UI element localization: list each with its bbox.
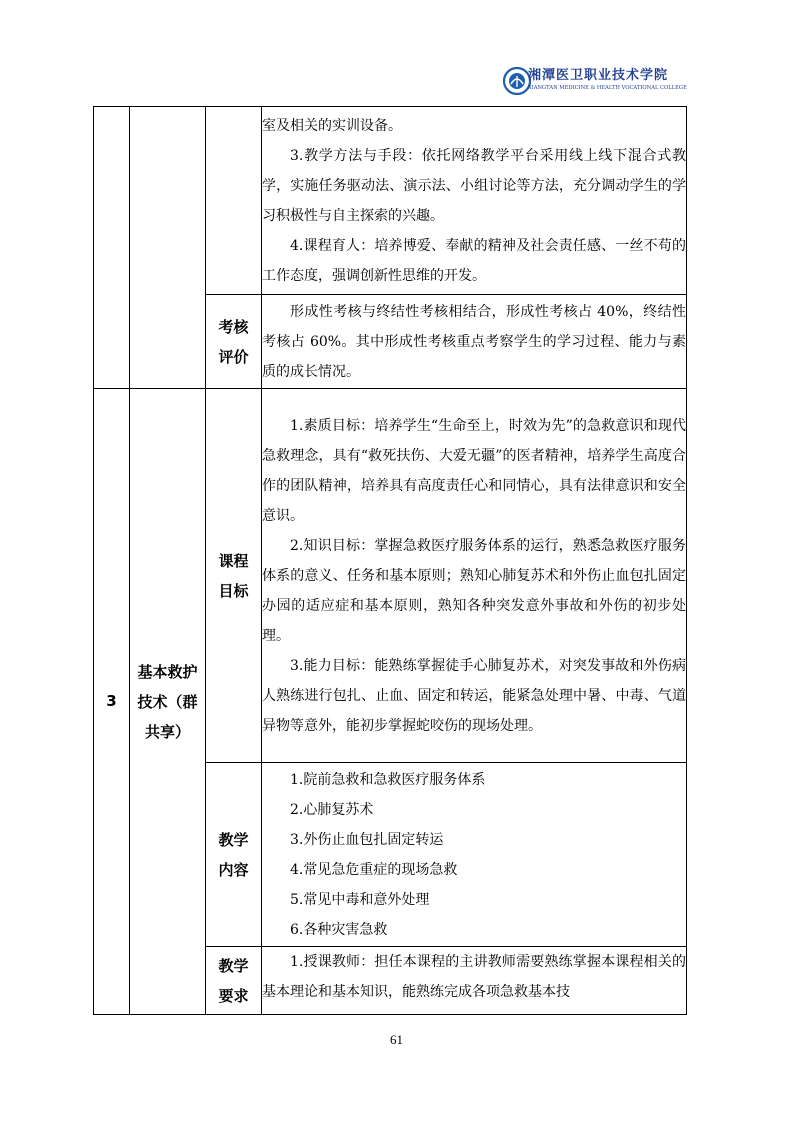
paragraph: 1.素质目标：培养学生“生命至上，时效为先”的急救意识和现代急救理念，具有“救死扶伤、大爱无疆”的医者精神，培养学生高度合作的团队精神，培养具有高度责任心和同情心，具有法律意识和安全意识。 — [262, 417, 686, 524]
course-name-cell — [130, 389, 206, 1015]
objectives-label: 课程目标 — [206, 389, 262, 763]
college-name-block — [528, 64, 687, 91]
assessment-cell — [262, 295, 687, 389]
list-item: 6.各种灾害急救 — [290, 921, 388, 938]
list-item: 4.常见急危重症的现场急救 — [290, 861, 458, 878]
list-item: 1.院前急救和急救医疗服务体系 — [290, 771, 486, 788]
college-name-cn: 湘潭医卫职业技术学院 — [528, 68, 669, 83]
paragraph: 3.能力目标：能熟练掌握徒手心肺复苏术，对突发事故和外伤病人熟练进行包扎、止血、固定和转运，能紧急处理中暑、中毒、气道异物等意外，能初步掌握蛇咬伤的现场处理。 — [262, 657, 686, 734]
paragraph: 4.课程育人：培养博爱、奉献的精神及社会责任感、一丝不苟的工作态度，强调创新性思维的开发。 — [262, 237, 686, 284]
content-cell — [262, 763, 687, 947]
requirements-cell — [262, 947, 687, 1015]
course-name: 基本救护技术（群共享） — [137, 662, 198, 741]
text-line: 室及相关的实训设备。 — [262, 117, 402, 134]
prev-course-cell — [130, 107, 206, 389]
requirements-text: 1.授课教师：担任本课程的主讲教师需要熟练掌握本课程相关的基本理论和基本知识，能熟练完成各项急救基本技 — [262, 954, 686, 1000]
paragraph: 3.教学方法与手段：依托网络教学平台采用线上线下混合式教学，实施任务驱动法、演示法、小组讨论等方法，充分调动学生的学习积极性与自主探索的兴趣。 — [262, 147, 686, 224]
list-item: 3.外伤止血包扎固定转运 — [290, 831, 444, 848]
course-number: 3 — [94, 389, 130, 1015]
prev-number-cell — [94, 107, 130, 389]
page-number: 61 — [390, 1032, 403, 1047]
list-item: 5.常见中毒和意外处理 — [290, 891, 430, 908]
curriculum-table — [93, 106, 687, 1015]
table-row — [94, 107, 687, 295]
requirements-label: 教学要求 — [206, 947, 262, 1015]
college-name-en: XIANGTAN MEDICINE & HEALTH VOCATIONAL COLLEGE — [528, 85, 687, 91]
assessment-label: 考核评价 — [206, 295, 262, 389]
list-item: 2.心肺复苏术 — [290, 801, 374, 818]
prev-label-cell — [206, 107, 262, 295]
table-row — [94, 389, 687, 763]
content-label: 教学内容 — [206, 763, 262, 947]
paragraph: 2.知识目标：掌握急救医疗服务体系的运行，熟悉急救医疗服务体系的意义、任务和基本原则；熟知心肺复苏术和外伤止血包扎固定办园的适应症和基本原则，熟知各种突发意外事故和外伤的初步处理。 — [262, 537, 686, 644]
teaching-req-continued-cell — [262, 107, 687, 295]
assessment-text: 形成性考核与终结性考核相结合，形成性考核占 40%，终结性考核占 60%。其中形成性考核重点考察学生的学习过程、能力与素质的成长情况。 — [262, 303, 686, 380]
objectives-cell — [262, 389, 687, 763]
